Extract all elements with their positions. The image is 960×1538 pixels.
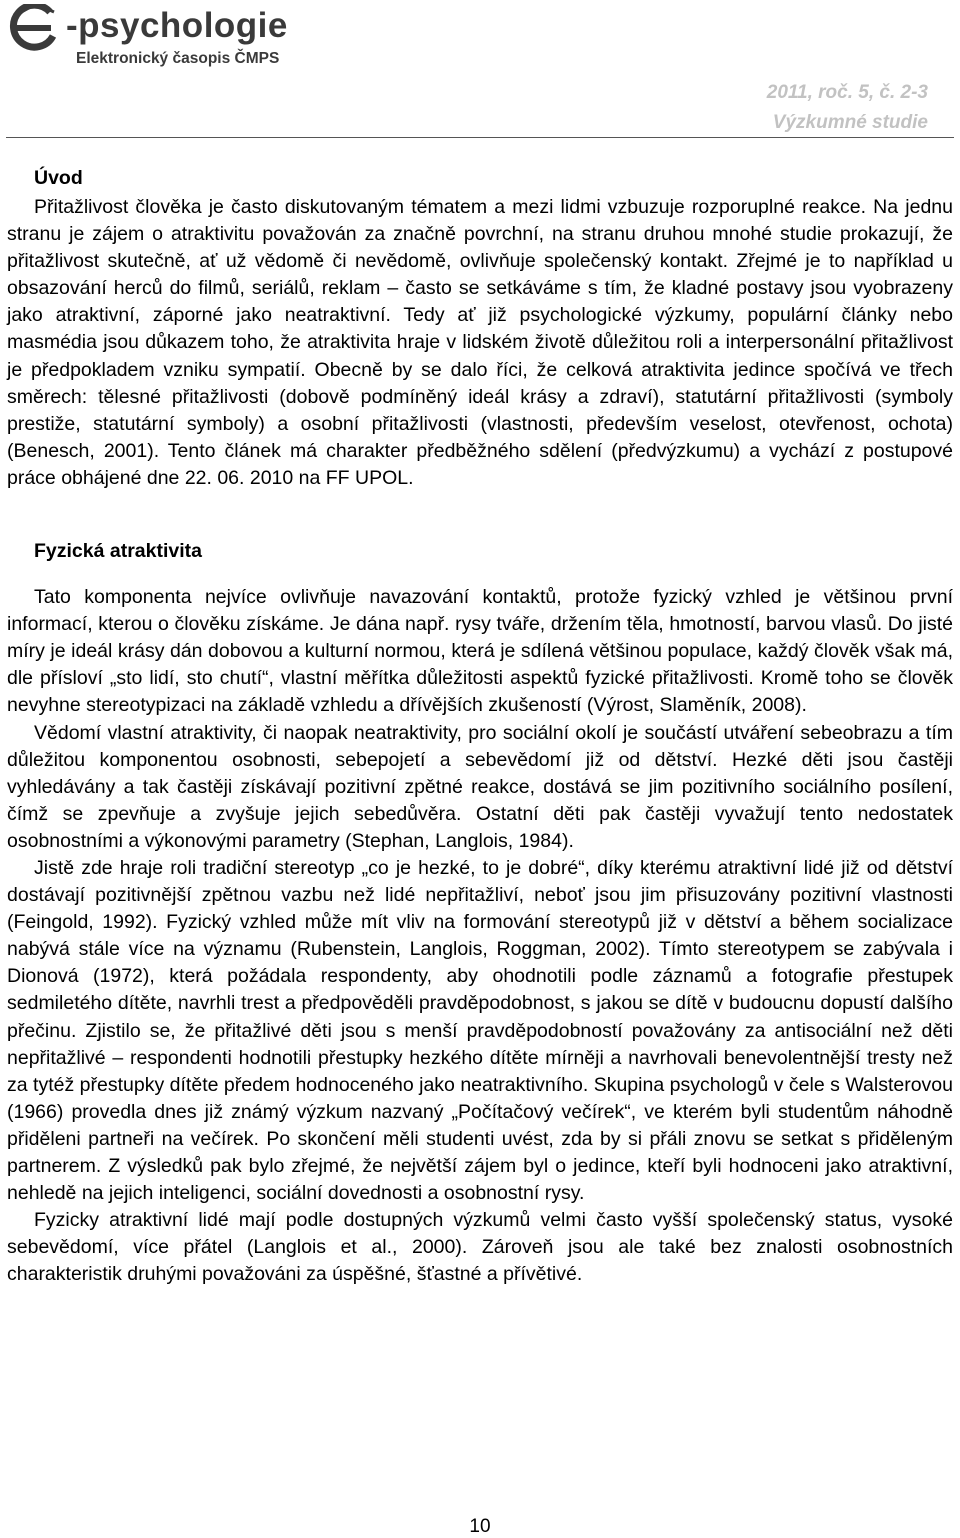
logo-subtitle: Elektronický časopis ČMPS: [76, 50, 280, 67]
paragraph: Jistě zde hraje roli tradiční stereotyp „co je hezké, to je dobré“, díky kterému atraktivní lidé již od dětství dostávají pozitivnější zpětnou vazbu než lidé nepřitažliví, neboť jsou jim přisuzovány pozitivní vlastnosti (Feingold, 1992). Fyzický vzhled může mít vliv na formování stereotypů již v dětství a během socializace nabývá stále více na významu (Rubenstein, Langlois, Roggman, 2002). Tímto stereotypem se zabývala i Dionová (1972), která požádala respondenty, aby ohodnotili podle záznamů a fotografie přestupek sedmiletého dítěte, navrhli trest a předpověděli pravděpodobnost, s jakou se dítě v budoucnu dopustí dalšího přečinu. Zjistilo se, že přitažlivé děti jsou s menší pravděpodobností považovány za antisociální než děti nepřitažlivé – respondenti hodnotili přestupky hezkého dítěte mírněji a navrhovali benevolentnější tresty než za tytéž přestupky dítěte předem hodnoceného jako neatraktivního. Skupina psychologů v čele s Walsterovou (1966) provedla dnes již známý výzkum nazvaný „Počítačový večírek“, ve kterém byli studentům náhodně přiděleni partneři na večírek. Po skončení měli studenti uvést, zda by si přáli znovu se setkat s přiděleným partnerem. Z výsledků pak bylo zřejmé, že největší zájem byl o jedince, kteří byli hodnoceni jako atraktivní, nehledě na jejich inteligenci, sociální dovednosti a osobnostní rysy.: [7, 856, 953, 1205]
e-logo-icon: [6, 4, 66, 54]
section-heading: Fyzická atraktivita: [34, 540, 203, 563]
page-number: 10: [469, 1516, 491, 1537]
intro-paragraph: Přitažlivost člověka je často diskutovaným tématem a mezi lidmi vzbuzuje rozporuplné reakce. Na jednu stranu je zájem o atraktivitu považován za značně povrchní, na stranu druhou mnohé studie prokazují, že přitažlivost skutečně, ať už vědomě či nevědomě, ovlivňuje společenský kontakt. Zřejmé je to například u obsazování herců do filmů, seriálů, reklam – často se setkáváme s tím, že kladné postavy jsou vyobrazeny jako atraktivní, záporné jako neatraktivní. Tedy ať již psychologické výzkumy, populární články nebo masmédia jsou důkazem toho, že atraktivita hraje v lidském životě důležitou roli a interpersonální přitažlivost je předpokladem vzniku sympatií. Obecně by se dalo říci, že celková atraktivita jedince spočívá ve třech směrech: tělesné přitažlivosti (dobově podmíněný ideál krásy a zdraví), statutární přitažlivosti (symboly prestiže, statutární symboly) a osobní přitažlivosti (vlastnosti, především veselost, otevřenost, ochota) (Benesch, 2001). Tento článek má charakter předběžného sdělení (předvýzkumu) a vychází z postupové práce obhájené dne 22. 06. 2010 na FF UPOL.: [7, 196, 953, 489]
article-body: [7, 164, 953, 1288]
paragraph: Fyzicky atraktivní lidé mají podle dostupných výzkumů velmi často vyšší společenský status, vysoké sebevědomí, více přátel (Langlois et al., 2000). Zároveň jsou ale také bez znalosti osobnostních charakteristik druhými považováni za úspěšné, šťastné a přívětivé.: [7, 1209, 953, 1286]
page-header: [0, 0, 960, 140]
paragraph: Tato komponenta nejvíce ovlivňuje navazování kontaktů, protože fyzický vzhled je většinou první informací, kterou o člověku získáme. Je dána např. rysy tváře, držením těla, hmotností, barvou vlasů. Do jisté míry je ideál krásy dán dobovou a kulturní normou, která je sdílená většinou populace, každý člověk však má, dle přísloví „sto lidí, sto chutí“, vlastní měřítka důležitosti aspektů fyzické přitažlivosti. Kromě toho se člověk nevyhne stereotypizaci na základě vzhledu a dřívějších zkušeností (Výrost, Slaměník, 2008).: [7, 586, 953, 717]
issue-number: 2011, roč. 5, č. 2-3: [766, 82, 928, 103]
journal-logo: [6, 4, 336, 76]
issue-info: [767, 78, 928, 138]
header-rule: [6, 137, 954, 138]
logo-title: -psychologie: [66, 6, 288, 45]
section-name: Výzkumné studie: [772, 112, 928, 133]
paragraph: Vědomí vlastní atraktivity, či naopak neatraktivity, pro sociální okolí je součástí utváření sebeobrazu a tím důležitou komponentou osobnosti, sebepojetí a sebevědomí již od dětství. Hezké děti jsou častěji vyhledávány a tak častěji získávají pozitivní zpětné reakce, dostává se jim pozitivního sociálního posílení, čímž se zpevňuje a zvyšuje jejich sebedůvěra. Ostatní děti pak častěji vyvažují tento nedostatek osobnostními a výkonovými parametry (Stephan, Langlois, 1984).: [7, 721, 953, 852]
intro-heading: Úvod: [34, 167, 83, 189]
